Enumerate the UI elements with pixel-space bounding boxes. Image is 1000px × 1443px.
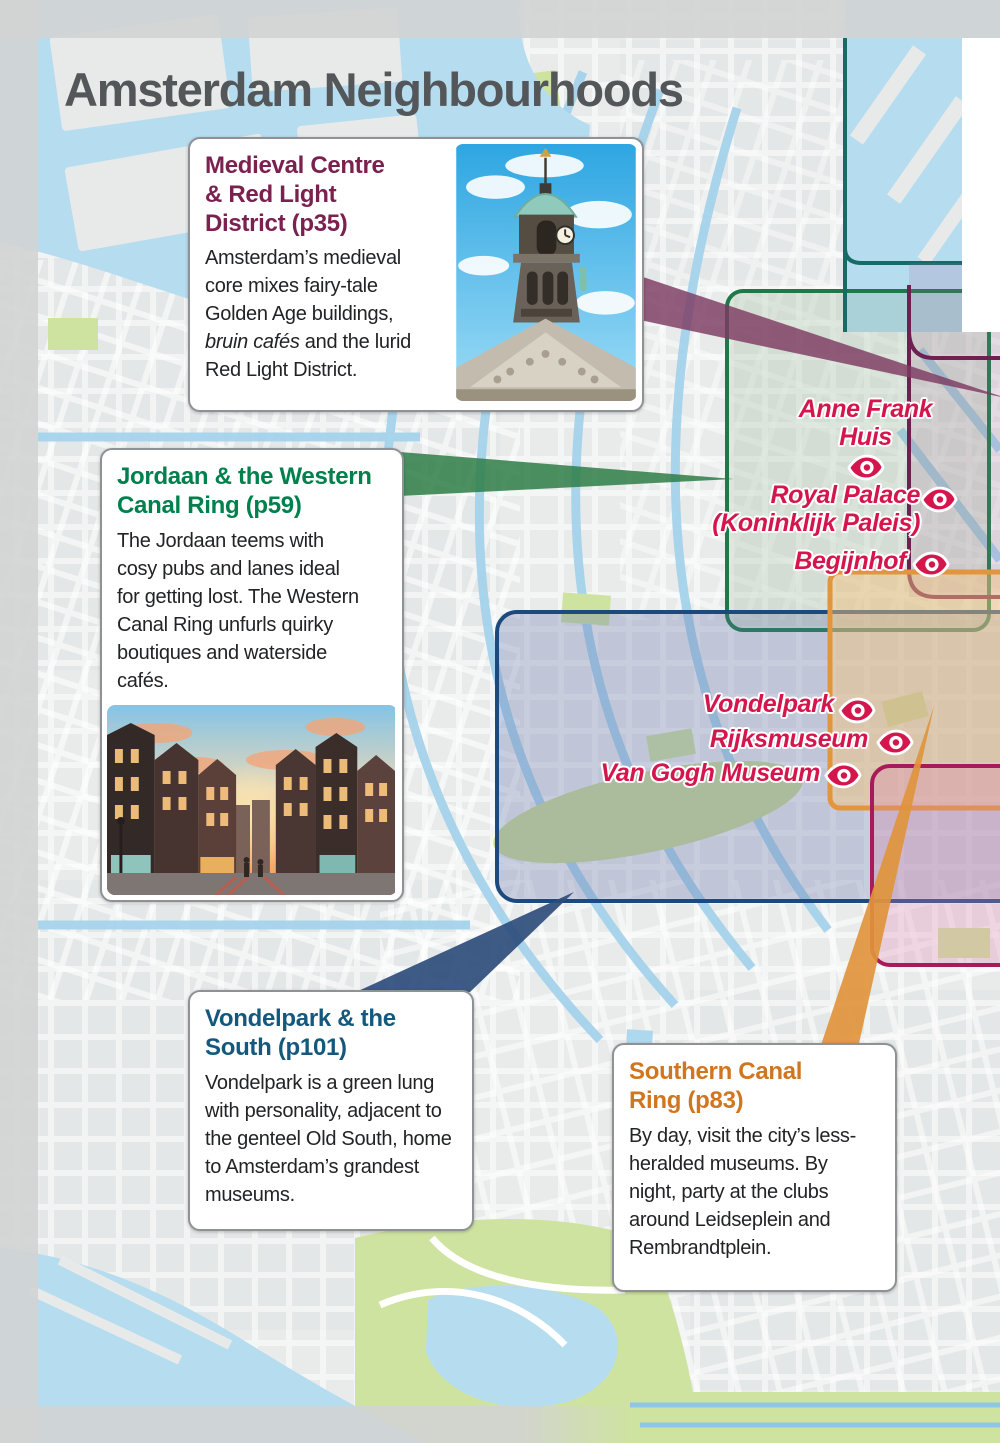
- callout-vondelpark-south: [188, 990, 474, 1231]
- callout-body: Amsterdam’s medieval core mixes fairy-tale Golden Age buildings, bruin cafés and the lurid Red Light District.: [205, 247, 411, 382]
- sight-eye-icon: [876, 729, 914, 756]
- callout-text: [629, 1058, 866, 1262]
- sight-label-vondelpark: Vondelpark: [702, 690, 834, 718]
- callout-text: [117, 463, 383, 695]
- callout-text: [205, 152, 433, 384]
- royal-palace-dome-photo: [455, 144, 637, 401]
- callout-text: [205, 1005, 457, 1209]
- canal-houses-sunset-photo: [107, 705, 397, 895]
- callout-title: Jordaan & the Western Canal Ring (p59): [117, 463, 372, 519]
- sight-eye-icon: [824, 762, 862, 789]
- callout-medieval-centre: [188, 137, 644, 412]
- page-edge-notch: [962, 38, 1000, 332]
- page-margin-left: [0, 0, 38, 1443]
- page-title: Amsterdam Neighbourhoods: [64, 63, 683, 116]
- callout-southern-canal-ring: [612, 1043, 897, 1292]
- sight-eye-icon: [847, 454, 885, 481]
- sight-label-royal-palace: [688, 482, 920, 537]
- sight-label-rijksmuseum: Rijksmuseum: [709, 725, 868, 753]
- page-margin-top: [0, 0, 1000, 38]
- callout-body: The Jordaan teems with cosy pubs and lanes ideal for getting lost. The Western Canal Ring unfurls quirky boutiques and waterside cafés.: [117, 529, 359, 692]
- callout-title: Vondelpark & the South (p101): [205, 1005, 396, 1061]
- callout-jordaan: [100, 448, 404, 902]
- callout-title: Southern Canal Ring (p83): [629, 1058, 803, 1114]
- sight-label-van-gogh-museum: Van Gogh Museum: [600, 759, 820, 787]
- sight-eye-icon: [920, 486, 958, 513]
- sight-label-text: (Koninklijk Paleis): [712, 508, 920, 537]
- sight-label-text: Anne Frank: [798, 395, 933, 423]
- sight-eye-icon: [912, 551, 950, 578]
- sight-label-text: Royal Palace: [770, 481, 920, 509]
- sight-label-anne-frank-huis: [788, 396, 943, 481]
- page-margin-bottom: [0, 1406, 632, 1443]
- sight-label-text: Huis: [839, 422, 892, 451]
- callout-body: By day, visit the city’s less-heralded museums. By night, party at the clubs around Leidseplein and Rembrandtplein.: [629, 1124, 856, 1259]
- callout-title: Medieval Centre & Red Light District (p35): [205, 152, 385, 237]
- sight-label-begijnhof: Begijnhof: [794, 547, 906, 575]
- callout-body: Vondelpark is a green lung with personality, adjacent to the genteel Old South, home to Amsterdam’s grandest museums.: [205, 1071, 452, 1206]
- sight-eye-icon: [838, 697, 876, 724]
